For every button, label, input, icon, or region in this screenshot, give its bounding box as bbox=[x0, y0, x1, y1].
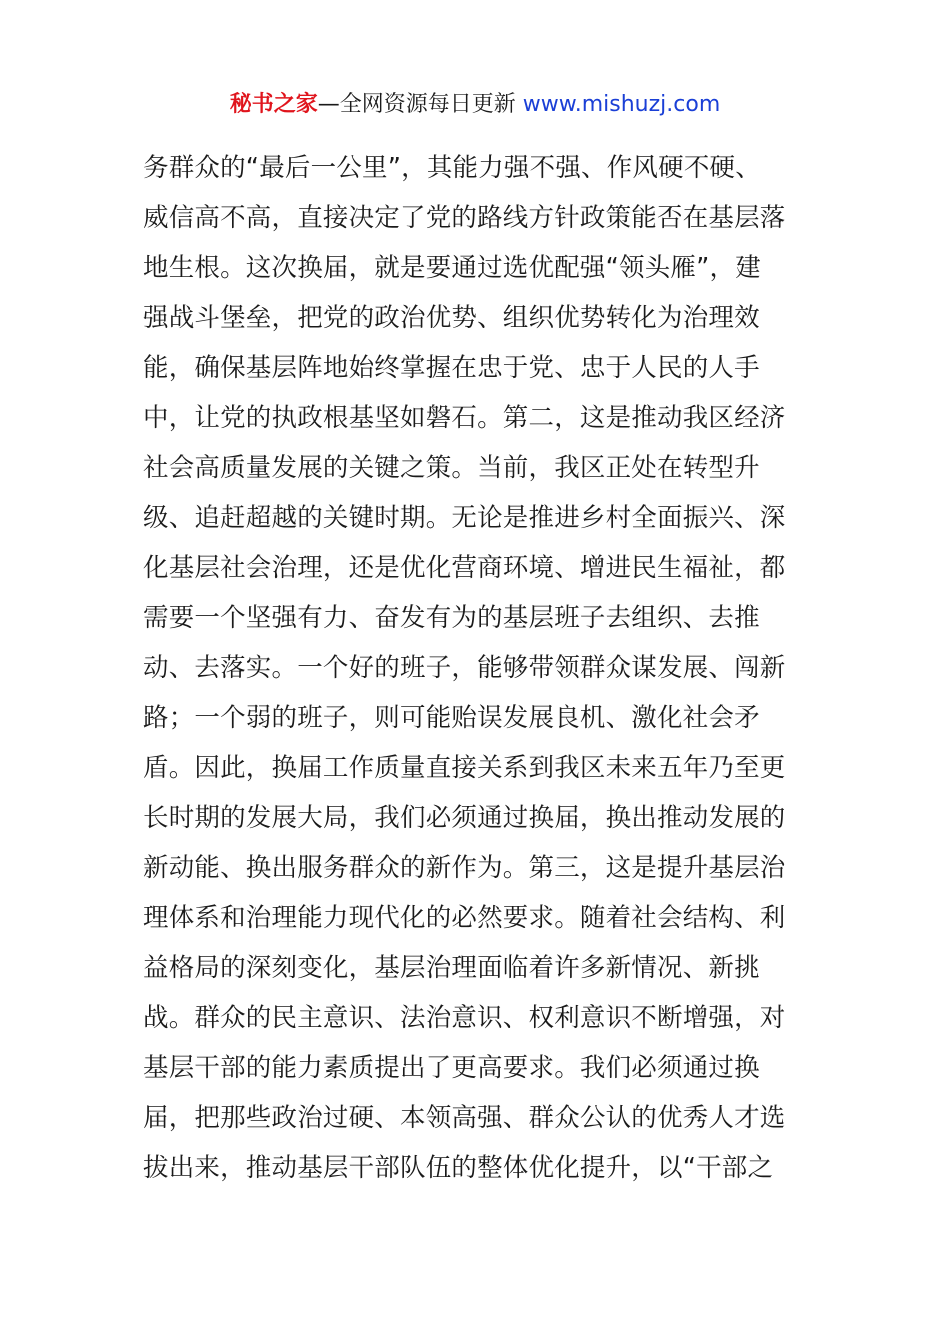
document-body bbox=[143, 143, 813, 1193]
text-line: 务群众的“最后一公里”，其能力强不强、作风硬不硬、 bbox=[143, 153, 761, 183]
page-header bbox=[0, 88, 950, 122]
text-line: 新动能、换出服务群众的新作为。第三，这是提升基层治 bbox=[143, 853, 786, 883]
text-line: 路；一个弱的班子，则可能贻误发展良机、激化社会矛 bbox=[143, 703, 760, 733]
text-line: 级、追赶超越的关键时期。无论是推进乡村全面振兴、深 bbox=[143, 503, 786, 533]
text-line: 拔出来，推动基层干部队伍的整体优化提升，以“干部之 bbox=[143, 1153, 774, 1183]
text-line: 能，确保基层阵地始终掌握在忠于党、忠于人民的人手 bbox=[143, 353, 760, 383]
text-line: 益格局的深刻变化，基层治理面临着许多新情况、新挑 bbox=[143, 953, 760, 983]
text-line: 盾。因此，换届工作质量直接关系到我区未来五年乃至更 bbox=[143, 753, 786, 783]
text-line: 基层干部的能力素质提出了更高要求。我们必须通过换 bbox=[143, 1053, 760, 1083]
text-line: 威信高不高，直接决定了党的路线方针政策能否在基层落 bbox=[143, 203, 786, 233]
text-line: 长时期的发展大局，我们必须通过换届，换出推动发展的 bbox=[143, 803, 786, 833]
text-line: 需要一个坚强有力、奋发有为的基层班子去组织、去推 bbox=[143, 603, 760, 633]
text-line: 理体系和治理能力现代化的必然要求。随着社会结构、利 bbox=[143, 903, 786, 933]
header-dash: — bbox=[317, 92, 340, 117]
header-url-link[interactable]: www.mishuzj.com bbox=[522, 92, 721, 117]
text-line: 强战斗堡垒，把党的政治优势、组织优势转化为治理效 bbox=[143, 303, 760, 333]
text-line: 社会高质量发展的关键之策。当前，我区正处在转型升 bbox=[143, 453, 760, 483]
text-line: 届，把那些政治过硬、本领高强、群众公认的优秀人才选 bbox=[143, 1103, 786, 1133]
text-line: 地生根。这次换届，就是要通过选优配强“领头雁”，建 bbox=[143, 253, 761, 283]
text-line: 动、去落实。一个好的班子，能够带领群众谋发展、闯新 bbox=[143, 653, 786, 683]
header-brand: 秘书之家 bbox=[229, 92, 318, 117]
text-line: 化基层社会治理，还是优化营商环境、增进民生福祉，都 bbox=[143, 553, 786, 583]
text-line: 中，让党的执政根基坚如磐石。第二，这是推动我区经济 bbox=[143, 403, 786, 433]
header-tagline: 全网资源每日更新 bbox=[339, 92, 523, 117]
text-line: 战。群众的民主意识、法治意识、权利意识不断增强，对 bbox=[143, 1003, 786, 1033]
